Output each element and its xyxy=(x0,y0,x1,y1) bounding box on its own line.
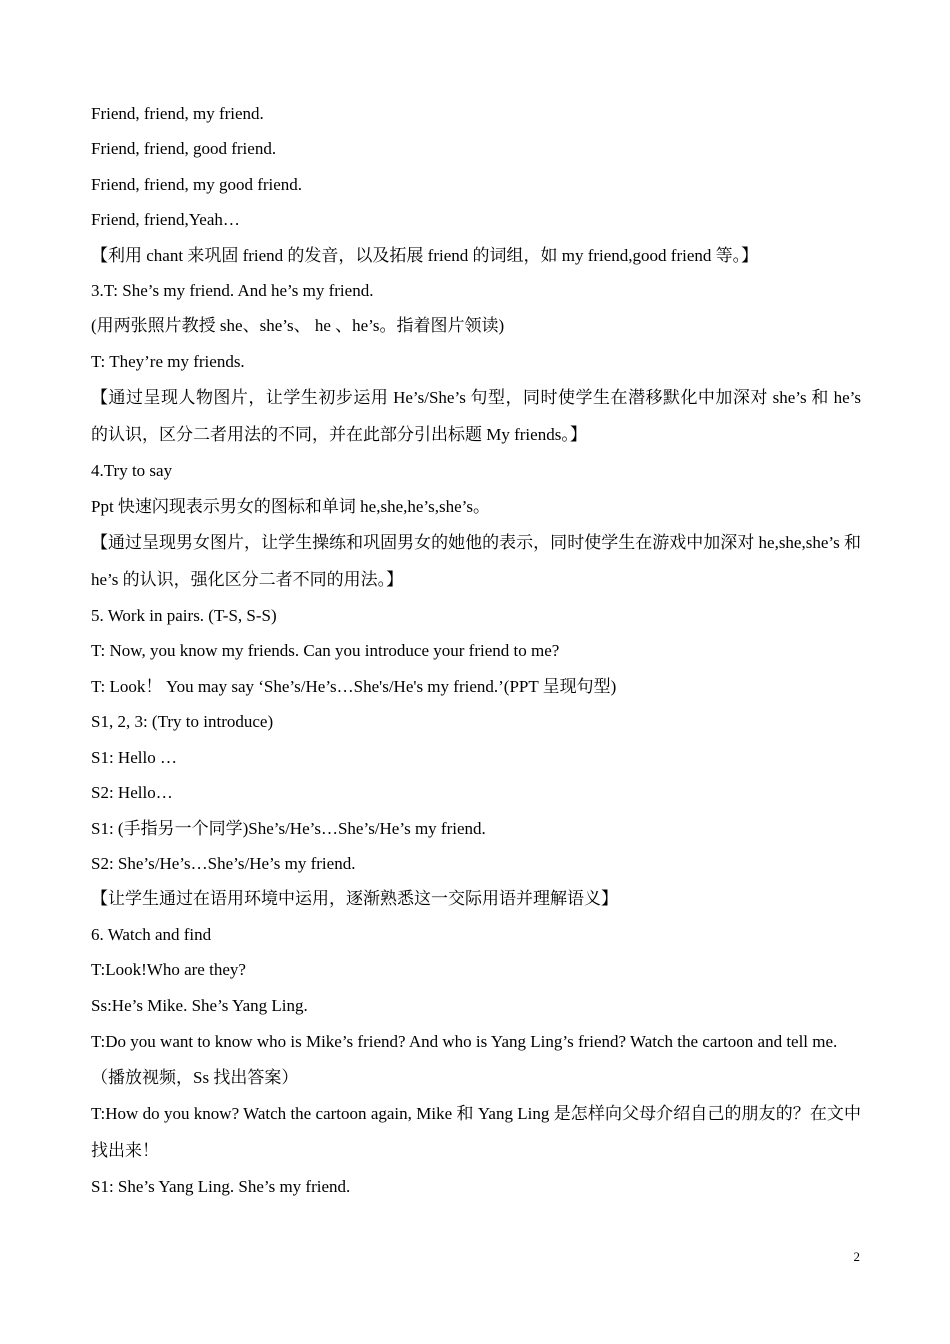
text-line: T:Look!Who are they? xyxy=(91,960,246,980)
text-line: S1: She’s Yang Ling. She’s my friend. xyxy=(91,1177,351,1197)
teaching-note: 【让学生通过在语用环境中运用，逐渐熟悉这一交际用语并理解语义】 xyxy=(91,889,618,909)
section-heading: 5. Work in pairs. (T-S, S-S) xyxy=(91,606,277,626)
text-line: Friend, friend, my good friend. xyxy=(91,174,303,194)
text-line: 3.T: She’s my friend. And he’s my friend. xyxy=(91,281,374,301)
section-heading: 4.Try to say xyxy=(91,461,173,481)
text-line: Ss:He’s Mike. She’s Yang Ling. xyxy=(91,995,308,1015)
text-line: S1: Hello … xyxy=(91,747,177,767)
teaching-note: 【通过呈现人物图片，让学生初步运用 He’s/She’s 句型，同时使学生在潜移默化中加深对 she’s 和 he’s 的认识，区分二者用法的不同，并在此部分引出标题 My friends。】 xyxy=(91,388,861,445)
text-line: S1: (手指另一个同学)She’s/He’s…She’s/He’s my friend. xyxy=(91,818,486,838)
text-line: Ppt 快速闪现表示男女的图标和单词 he,she,he’s,she’s。 xyxy=(91,496,491,516)
teaching-note: 【利用 chant 来巩固 friend 的发音，以及拓展 friend 的词组，如 my friend,good friend 等。】 xyxy=(91,245,759,265)
section-heading: 6. Watch and find xyxy=(91,924,212,944)
text-line: T: Now, you know my friends. Can you introduce your friend to me? xyxy=(91,641,560,661)
text-line: S2: Hello… xyxy=(91,783,173,803)
text-line: Friend, friend, my friend. xyxy=(91,104,264,123)
text-line: （播放视频，Ss 找出答案） xyxy=(91,1067,299,1087)
text-paragraph: T:How do you know? Watch the cartoon again, Mike 和 Yang Ling 是怎样向父母介绍自己的朋友的？在文中找出来！ xyxy=(91,1104,861,1161)
text-line: Friend, friend,Yeah… xyxy=(91,210,240,230)
text-line: S2: She’s/He’s…She’s/He’s my friend. xyxy=(91,853,356,873)
teaching-note: 【通过呈现男女图片，让学生操练和巩固男女的她他的表示，同时使学生在游戏中加深对 he,she,she’s 和 he’s 的认识，强化区分二者不同的用法。】 xyxy=(91,533,861,590)
text-paragraph: T:Do you want to know who is Mike’s friend? And who is Yang Ling’s friend? Watch the cartoon and tell me. xyxy=(91,1031,838,1051)
text-line: (用两张照片教授 she、she’s、 he 、he’s。指着图片领读) xyxy=(91,316,505,336)
text-line: T: Look！ You may say ‘She’s/He’s…She's/He's my friend.’(PPT 呈现句型) xyxy=(91,676,617,696)
document-body xyxy=(91,96,861,1205)
text-line: T: They’re my friends. xyxy=(91,351,245,371)
text-line: S1, 2, 3: (Try to introduce) xyxy=(91,712,274,732)
text-line: Friend, friend, good friend. xyxy=(91,139,277,159)
page-number: 2 xyxy=(853,1249,860,1264)
